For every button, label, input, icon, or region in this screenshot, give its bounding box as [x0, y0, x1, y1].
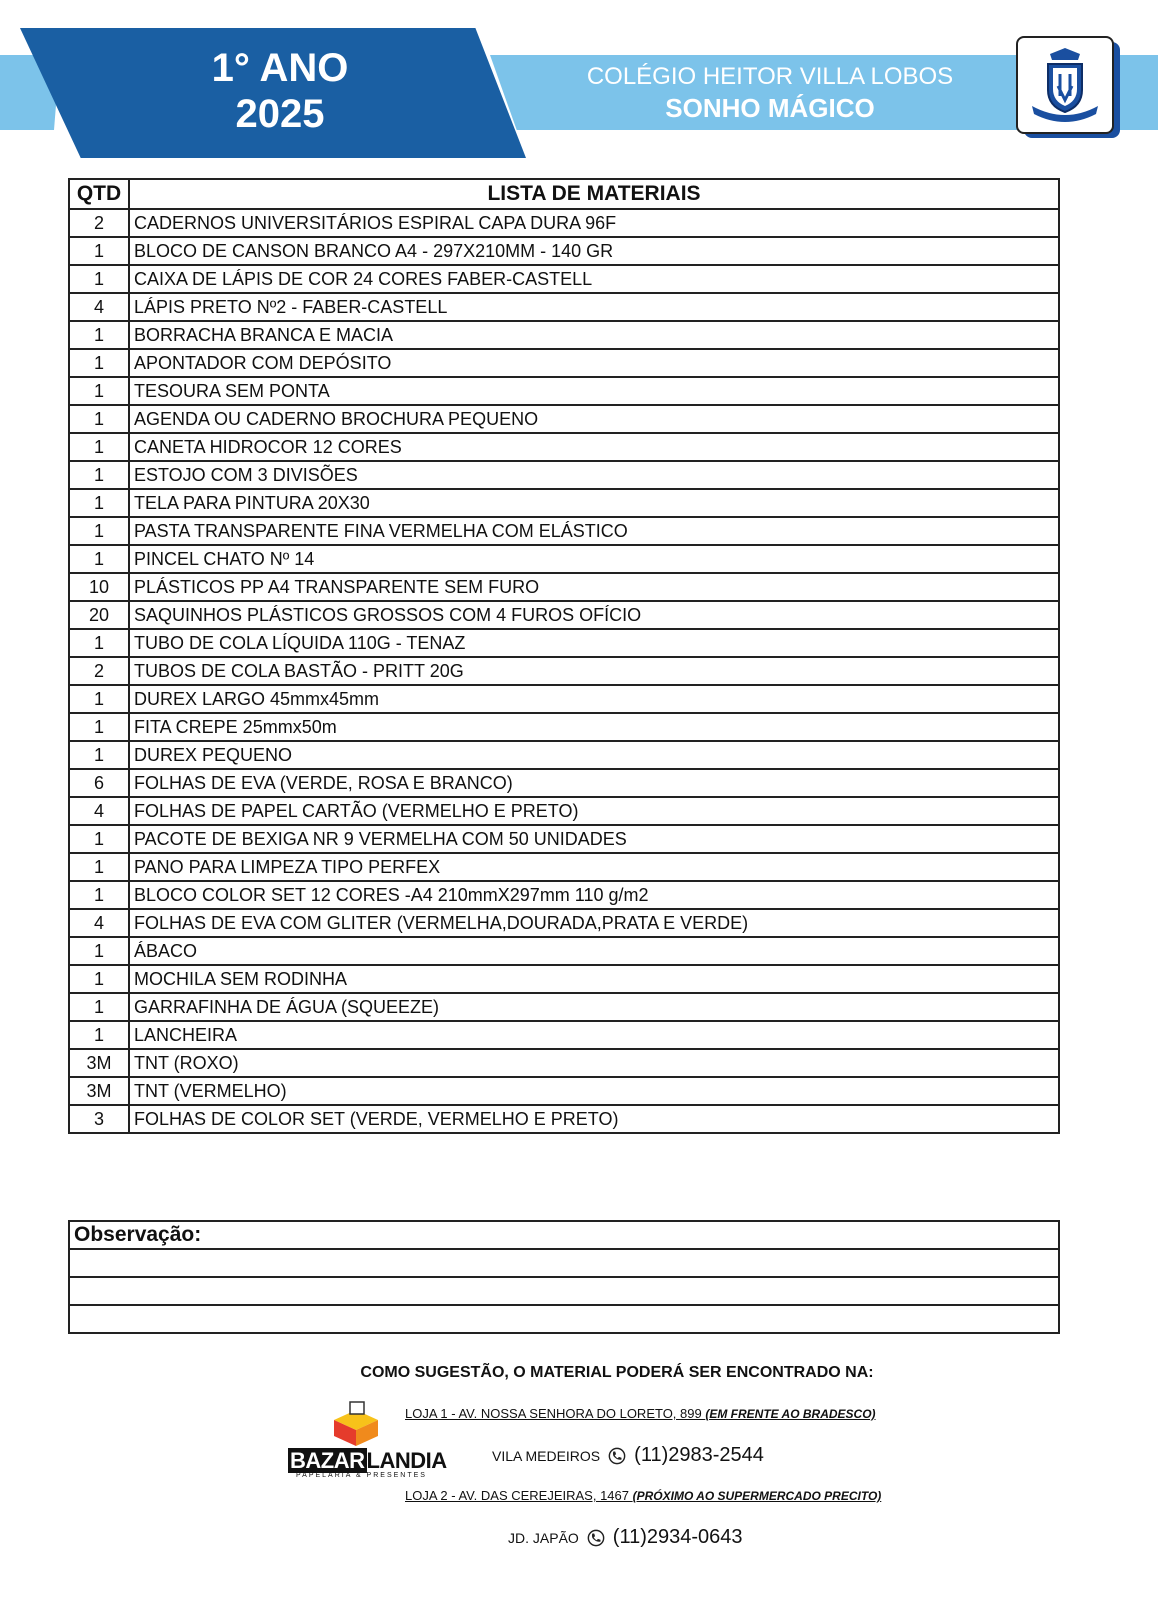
row-quantity: 1	[69, 265, 129, 293]
row-quantity: 1	[69, 881, 129, 909]
observation-line-cell	[69, 1277, 1059, 1305]
row-quantity: 20	[69, 601, 129, 629]
table-row	[69, 377, 1059, 405]
store-2-address	[405, 1488, 881, 1503]
row-item: AGENDA OU CADERNO BROCHURA PEQUENO	[129, 405, 1059, 433]
table-row	[69, 657, 1059, 685]
store-1-text: LOJA 1 - AV. NOSSA SENHORA DO LORETO, 899	[405, 1406, 706, 1421]
row-item: BORRACHA BRANCA E MACIA	[129, 321, 1059, 349]
observation-line	[69, 1305, 1059, 1333]
table-row	[69, 405, 1059, 433]
row-item: PLÁSTICOS PP A4 TRANSPARENTE SEM FURO	[129, 573, 1059, 601]
row-quantity: 4	[69, 293, 129, 321]
materials-table	[68, 178, 1060, 1134]
row-item: PASTA TRANSPARENTE FINA VERMELHA COM ELÁSTICO	[129, 517, 1059, 545]
store-1-note: (EM FRENTE AO BRADESCO)	[705, 1407, 876, 1421]
row-item: APONTADOR COM DEPÓSITO	[129, 349, 1059, 377]
table-row	[69, 545, 1059, 573]
table-header-row	[69, 179, 1059, 209]
grade-heading	[150, 45, 410, 137]
grade-label: 1° ANO	[211, 46, 349, 90]
row-item: ESTOJO COM 3 DIVISÕES	[129, 461, 1059, 489]
table-row	[69, 741, 1059, 769]
row-item: DUREX LARGO 45mmx45mm	[129, 685, 1059, 713]
table-row	[69, 265, 1059, 293]
logo-word-right: LANDIA	[366, 1448, 447, 1473]
observation-line	[69, 1277, 1059, 1305]
row-quantity: 1	[69, 741, 129, 769]
row-quantity: 6	[69, 769, 129, 797]
table-row	[69, 489, 1059, 517]
table-row	[69, 1021, 1059, 1049]
row-quantity: 1	[69, 713, 129, 741]
row-quantity: 1	[69, 685, 129, 713]
row-quantity: 4	[69, 909, 129, 937]
observation-label-row	[69, 1221, 1059, 1249]
row-quantity: 10	[69, 573, 129, 601]
table-row	[69, 237, 1059, 265]
logo-tagline: PAPELARIA & PRESENTES	[296, 1472, 427, 1479]
row-item: FOLHAS DE PAPEL CARTÃO (VERMELHO E PRETO)	[129, 797, 1059, 825]
school-name: COLÉGIO HEITOR VILLA LOBOS	[586, 63, 954, 90]
row-item: TUBO DE COLA LÍQUIDA 110G - TENAZ	[129, 629, 1059, 657]
table-row	[69, 573, 1059, 601]
grade-year: 2025	[235, 92, 325, 136]
row-quantity: 1	[69, 965, 129, 993]
row-quantity: 1	[69, 545, 129, 573]
table-row	[69, 881, 1059, 909]
table-row	[69, 965, 1059, 993]
row-item: BLOCO COLOR SET 12 CORES -A4 210mmX297mm 110 g/m2	[129, 881, 1059, 909]
table-row	[69, 517, 1059, 545]
row-quantity: 1	[69, 237, 129, 265]
observation-box	[68, 1220, 1060, 1334]
row-item: TUBOS DE COLA BASTÃO - PRITT 20G	[129, 657, 1059, 685]
store-2-phone-row	[508, 1526, 743, 1549]
row-item: FOLHAS DE EVA (VERDE, ROSA E BRANCO)	[129, 769, 1059, 797]
table-row	[69, 209, 1059, 237]
qty-column-header: QTD	[69, 179, 129, 209]
row-item: FOLHAS DE EVA COM GLITER (VERMELHA,DOURADA,PRATA E VERDE)	[129, 909, 1059, 937]
store-2-area: JD. JAPÃO	[508, 1529, 579, 1546]
table-row	[69, 853, 1059, 881]
table-row	[69, 797, 1059, 825]
table-row	[69, 349, 1059, 377]
row-item: TNT (ROXO)	[129, 1049, 1059, 1077]
row-item: CAIXA DE LÁPIS DE COR 24 CORES FABER-CASTELL	[129, 265, 1059, 293]
box-icon	[326, 1398, 386, 1448]
table-row	[69, 825, 1059, 853]
store-1-area: VILA MEDEIROS	[492, 1447, 601, 1464]
row-quantity: 1	[69, 517, 129, 545]
row-quantity: 1	[69, 433, 129, 461]
table-row	[69, 1049, 1059, 1077]
row-item: CANETA HIDROCOR 12 CORES	[129, 433, 1059, 461]
row-item: PACOTE DE BEXIGA NR 9 VERMELHA COM 50 UNIDADES	[129, 825, 1059, 853]
suggestion-text: COMO SUGESTÃO, O MATERIAL PODERÁ SER ENCONTRADO NA:	[360, 1364, 874, 1381]
store-2-phone: (11)2934-0643	[612, 1526, 743, 1548]
table-row	[69, 433, 1059, 461]
table-row	[69, 685, 1059, 713]
row-item: CADERNOS UNIVERSITÁRIOS ESPIRAL CAPA DURA 96F	[129, 209, 1059, 237]
row-quantity: 1	[69, 377, 129, 405]
row-quantity: 1	[69, 937, 129, 965]
school-crest-logo	[1016, 36, 1116, 136]
observation-line-cell	[69, 1249, 1059, 1277]
row-quantity: 1	[69, 825, 129, 853]
store-1-phone-row	[492, 1444, 764, 1467]
store-2-text: LOJA 2 - AV. DAS CEREJEIRAS, 1467	[405, 1488, 633, 1503]
store-1-address	[405, 1406, 876, 1421]
observation-label: Observação:	[69, 1221, 1059, 1249]
row-quantity: 4	[69, 797, 129, 825]
row-quantity: 3M	[69, 1049, 129, 1077]
row-quantity: 1	[69, 993, 129, 1021]
table-row	[69, 293, 1059, 321]
table-row	[69, 601, 1059, 629]
row-quantity: 1	[69, 461, 129, 489]
row-quantity: 3	[69, 1105, 129, 1133]
row-item: TNT (VERMELHO)	[129, 1077, 1059, 1105]
logo-wordmark	[288, 1448, 447, 1474]
row-item: PINCEL CHATO Nº 14	[129, 545, 1059, 573]
school-subtitle: SONHO MÁGICO	[665, 93, 875, 123]
table-row	[69, 1105, 1059, 1133]
row-item: TESOURA SEM PONTA	[129, 377, 1059, 405]
table-row	[69, 993, 1059, 1021]
list-title-header: LISTA DE MATERIAIS	[129, 179, 1059, 209]
table-row	[69, 769, 1059, 797]
table-row	[69, 1077, 1059, 1105]
row-quantity: 1	[69, 1021, 129, 1049]
row-item: LANCHEIRA	[129, 1021, 1059, 1049]
observation-line	[69, 1249, 1059, 1277]
row-item: ÁBACO	[129, 937, 1059, 965]
row-quantity: 1	[69, 405, 129, 433]
row-quantity: 2	[69, 657, 129, 685]
row-quantity: 1	[69, 349, 129, 377]
row-item: FOLHAS DE COLOR SET (VERDE, VERMELHO E PRETO)	[129, 1105, 1059, 1133]
phone-icon	[587, 1529, 605, 1547]
table-row	[69, 321, 1059, 349]
row-item: BLOCO DE CANSON BRANCO A4 - 297X210MM - 140 GR	[129, 237, 1059, 265]
row-quantity: 1	[69, 629, 129, 657]
row-quantity: 1	[69, 853, 129, 881]
row-quantity: 2	[69, 209, 129, 237]
school-heading	[560, 62, 980, 124]
table-row	[69, 937, 1059, 965]
table-row	[69, 629, 1059, 657]
crest-box	[1016, 36, 1114, 134]
phone-icon	[608, 1447, 626, 1465]
row-item: PANO PARA LIMPEZA TIPO PERFEX	[129, 853, 1059, 881]
row-item: LÁPIS PRETO Nº2 - FABER-CASTELL	[129, 293, 1059, 321]
logo-word-left: BAZAR	[290, 1448, 365, 1473]
table-row	[69, 909, 1059, 937]
row-item: MOCHILA SEM RODINHA	[129, 965, 1059, 993]
row-quantity: 3M	[69, 1077, 129, 1105]
row-item: GARRAFINHA DE ÁGUA (SQUEEZE)	[129, 993, 1059, 1021]
table-row	[69, 713, 1059, 741]
row-item: DUREX PEQUENO	[129, 741, 1059, 769]
row-quantity: 1	[69, 489, 129, 517]
row-item: FITA CREPE 25mmx50m	[129, 713, 1059, 741]
store-2-note: (PRÓXIMO AO SUPERMERCADO PRECITO)	[632, 1489, 882, 1503]
row-item: SAQUINHOS PLÁSTICOS GROSSOS COM 4 FUROS OFÍCIO	[129, 601, 1059, 629]
row-item: TELA PARA PINTURA 20X30	[129, 489, 1059, 517]
row-quantity: 1	[69, 321, 129, 349]
crest-icon	[1018, 38, 1112, 132]
table-row	[69, 461, 1059, 489]
observation-line-cell	[69, 1305, 1059, 1333]
store-1-phone: (11)2983-2544	[634, 1444, 764, 1466]
